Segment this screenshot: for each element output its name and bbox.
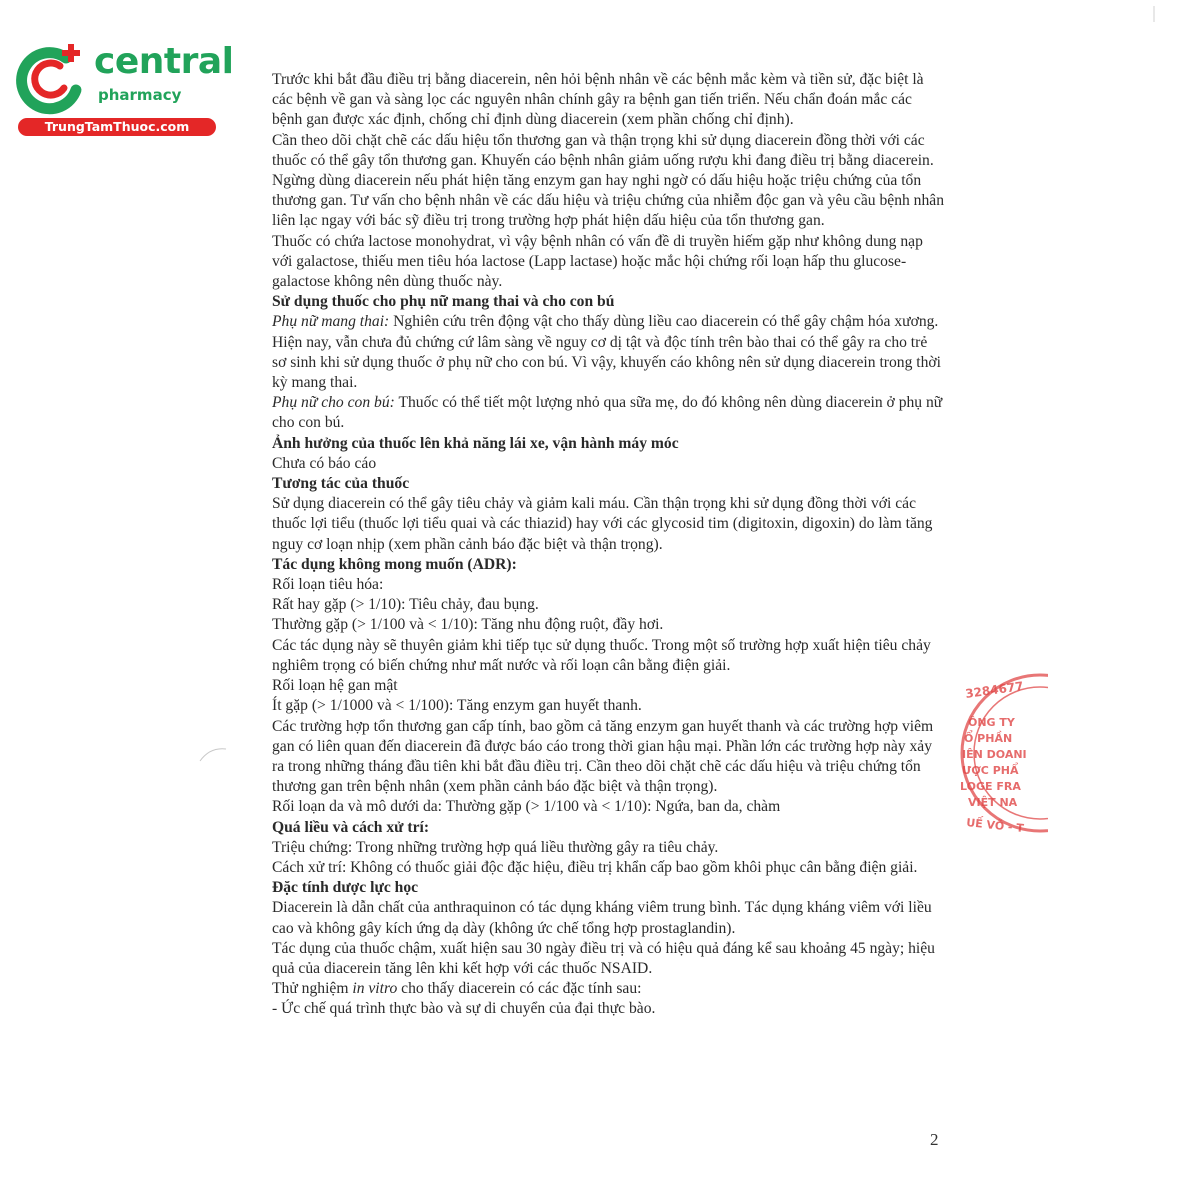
section-heading: Ảnh hưởng của thuốc lên khả năng lái xe, vận hành máy móc xyxy=(272,434,679,452)
paragraph-emphasis: in vitro xyxy=(352,980,398,998)
svg-text:ÔNG TY: ÔNG TY xyxy=(968,716,1015,729)
paragraph: Các tác dụng này sẽ thuyên giảm khi tiếp tục sử dụng thuốc. Trong một số trường hợp xuất hiện tiêu chảy nghiêm trọng có biến chứng như mất nước và rối loạn cân bằng điện giải. xyxy=(272,636,931,674)
paragraph-label: Phụ nữ cho con bú: xyxy=(272,394,395,412)
paragraph: Rối loạn hệ gan mật xyxy=(272,677,398,695)
svg-text:ƯỢC PHẨ: ƯỢC PHẨ xyxy=(962,764,1019,777)
section-heading: Tác dụng không mong muốn (ADR): xyxy=(272,555,517,573)
paragraph: Chưa có báo cáo xyxy=(272,454,377,472)
paragraph: Thường gặp (> 1/100 và < 1/10): Tăng nhu động ruột, đầy hơi. xyxy=(272,616,664,634)
svg-text:VIỆT NA: VIỆT NA xyxy=(968,796,1018,809)
paragraph: - Ức chế quá trình thực bào và sự di chuyển của đại thực bào. xyxy=(272,1000,656,1018)
paragraph-text: Nghiên cứu trên động vật cho thấy dùng liều cao diacerein có thể gây chậm hóa xương. Hiện nay, vẫn chưa đủ chứng cứ lâm sàng về nguy cơ dị tật và độc tính trên bào thai có thể gây ra cho trẻ sơ sinh khi sử dụng thuốc ở phụ nữ cho con bú. Vì vậy, khuyến cáo không nên sử dụng diacerein trong thời kỳ mang thai. xyxy=(272,313,941,392)
paragraph-text: Thuốc có thể tiết một lượng nhỏ qua sữa mẹ, do đó không nên dùng diacerein ở phụ nữ cho con bú. xyxy=(272,394,943,432)
brand-logo[interactable] xyxy=(8,36,234,140)
paragraph: Rất hay gặp (> 1/10): Tiêu chảy, đau bụng. xyxy=(272,596,539,614)
paragraph: Triệu chứng: Trong những trường hợp quá liều thường gây ra tiêu chảy. xyxy=(272,838,719,856)
paragraph: Các trường hợp tổn thương gan cấp tính, bao gồm cả tăng enzym gan huyết thanh và các trường hợp viêm gan có liên quan đến diacerein đã được báo cáo trong thời gian hậu mại. Phần lớn các trường hợp này xảy ra trong những tháng đầu tiên khi bắt đầu điều trị. Cần theo dõi chặt chẽ các dấu hiệu và triệu chứng tổn thương gan trên bệnh nhân (xem phần cảnh báo đặc biệt và thận trọng). xyxy=(272,717,934,796)
paragraph xyxy=(272,979,944,999)
svg-text:IÊN DOANI: IÊN DOANI xyxy=(962,748,1027,761)
page-number: 2 xyxy=(930,1130,939,1149)
brand-url-link[interactable]: TrungTamThuoc.com xyxy=(18,118,216,136)
paragraph: Thuốc có chứa lactose monohydrat, vì vậy bệnh nhân có vấn đề di truyền hiếm gặp như không dung nạp với galactose, thiếu men tiêu hóa lactose (Lapp lactase) hoặc mắc hội chứng rối loạn hấp thu glucose-galactose không nên dùng thuốc này. xyxy=(272,232,923,291)
svg-text:Ổ PHẦN: Ổ PHẦN xyxy=(964,732,1013,745)
paragraph: Diacerein là dẫn chất của anthraquinon có tác dụng kháng viêm trung bình. Tác dụng kháng viêm với liều cao và không gây kích ứng dạ dày (không ức chế tổng hợp prostaglandin). xyxy=(272,899,932,937)
section-heading: Tương tác của thuốc xyxy=(272,475,410,493)
paragraph: Trước khi bắt đầu điều trị bằng diacerein, nên hỏi bệnh nhân về các bệnh mắc kèm và tiền sử, đặc biệt là các bệnh về gan và sàng lọc các nguyên nhân chính gây ra bệnh gan tiến triển. Nếu chẩn đoán mắc các bệnh gan được xác định, chống chỉ định dùng diacerein (xem phần chống chỉ định). xyxy=(272,71,924,129)
svg-text:LOGE FRA: LOGE FRA xyxy=(960,780,1021,793)
paragraph-text: Thử nghiệm xyxy=(272,980,353,998)
brand-name: central xyxy=(94,41,234,82)
scan-mark-icon xyxy=(198,745,228,765)
paragraph xyxy=(272,312,944,393)
paragraph: Ngừng dùng diacerein nếu phát hiện tăng enzym gan hay nghi ngờ có dấu hiệu hoặc triệu chứng của tổn thương gan. Tư vấn cho bệnh nhân về các dấu hiệu và triệu chứng của nhiễm độc gan và yêu cầu bệnh nhân liên lạc ngay với bác sỹ điều trị trong trường hợp phát hiện dấu hiệu của tổn thương gan. xyxy=(272,172,944,230)
paragraph: Cần theo dõi chặt chẽ các dấu hiệu tổn thương gan và thận trọng khi sử dụng diacerein đồng thời với các thuốc có thể gây tổn thương gan. Khuyến cáo bệnh nhân giảm uống rượu khi đang điều trị bằng diacerein. xyxy=(272,131,934,169)
paragraph: Ít gặp (> 1/1000 và < 1/100): Tăng enzym gan huyết thanh. xyxy=(272,697,642,715)
paragraph: Tác dụng của thuốc chậm, xuất hiện sau 30 ngày điều trị và có hiệu quả đáng kể sau khoảng 45 ngày; hiệu quả của diacerein tăng lên khi kết hợp với các thuốc NSAID. xyxy=(272,939,935,977)
paragraph: Rối loạn da và mô dưới da: Thường gặp (> 1/100 và < 1/10): Ngứa, ban da, chàm xyxy=(272,798,781,816)
paragraph: Rối loạn tiêu hóa: xyxy=(272,576,384,594)
section-heading: Quá liều và cách xử trí: xyxy=(272,818,430,836)
paragraph: Cách xử trí: Không có thuốc giải độc đặc hiệu, điều trị khẩn cấp bao gồm khôi phục cân bằng điện giải. xyxy=(272,858,918,876)
paragraph: Sử dụng diacerein có thể gây tiêu chảy và giảm kali máu. Cần thận trọng khi sử dụng đồng thời với các thuốc lợi tiểu (thuốc lợi tiểu quai và các thiazid) hay với các glycosid tim (digitoxin, digoxin) do làm tăng nguy cơ loạn nhịp (xem phần cảnh báo đặc biệt và thận trọng). xyxy=(272,495,933,553)
svg-text:3284677: 3284677 xyxy=(964,678,1025,701)
paragraph xyxy=(272,393,944,433)
scan-mark-icon xyxy=(1148,4,1178,24)
document-body xyxy=(272,70,944,1020)
paragraph-text: cho thấy diacerein có các đặc tính sau: xyxy=(397,980,642,998)
paragraph-label: Phụ nữ mang thai: xyxy=(272,313,390,331)
section-heading: Đặc tính dược lực học xyxy=(272,879,419,897)
company-seal-stamp xyxy=(952,668,1048,838)
section-heading: Sử dụng thuốc cho phụ nữ mang thai và cho con bú xyxy=(272,293,615,311)
central-pharmacy-logo-icon xyxy=(14,42,90,118)
svg-text:UẾ VÕ - T: UẾ VÕ - T xyxy=(965,816,1025,836)
brand-subtitle: pharmacy xyxy=(98,86,182,104)
